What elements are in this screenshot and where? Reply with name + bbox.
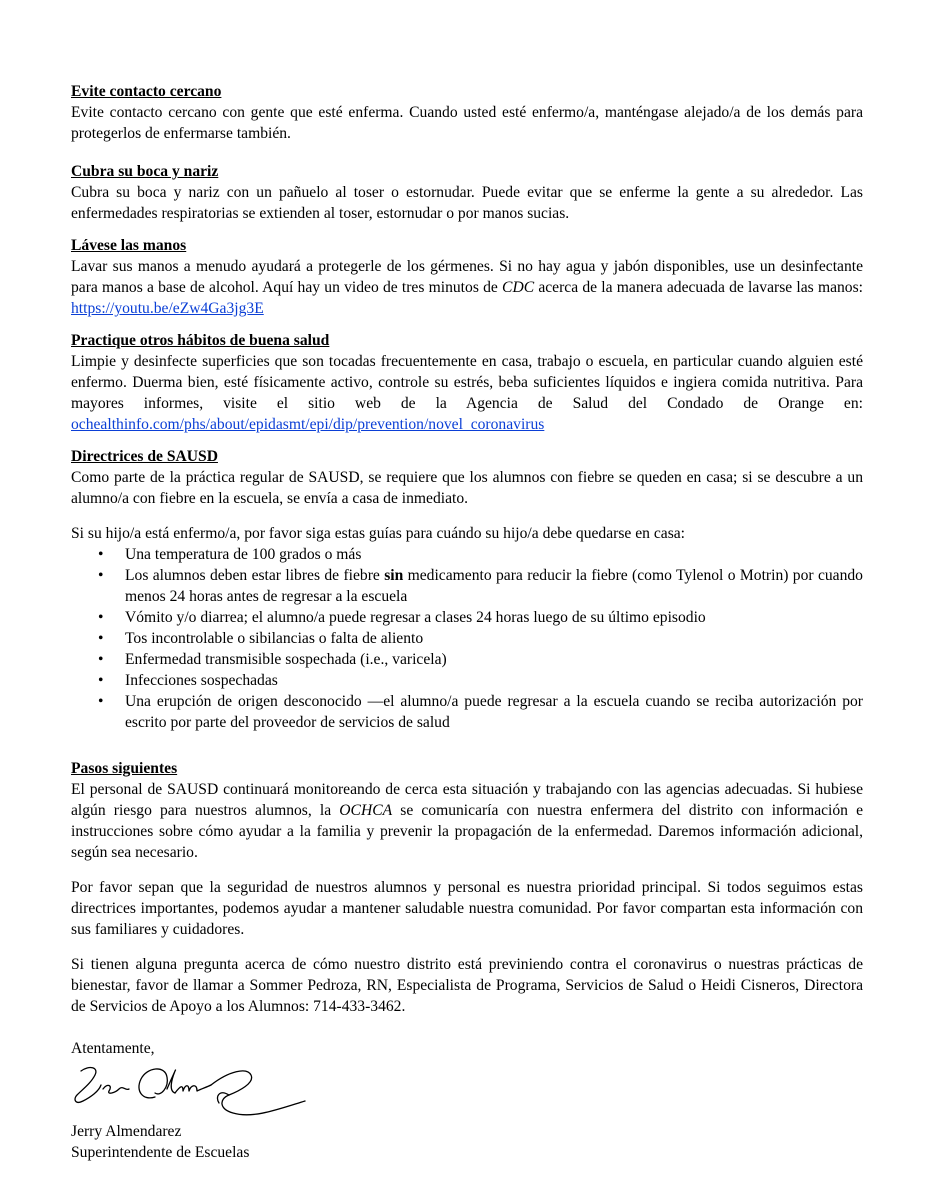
text-run: El personal de SAUSD continuará monitoreando de cerca esta situación y trabajando con las agencias adecuadas. Si hubiese algún riesgo para nuestros alumnos, la [71, 781, 863, 819]
section-cover-mouth [71, 161, 863, 224]
section-paragraph: Cubra su boca y nariz con un pañuelo al toser o estornudar. Puede evitar que se enferme la gente a su alrededor. Las enfermedades respiratorias se extienden al toser, estornudar o por manos sucias. [71, 184, 863, 222]
section-close-contact [71, 81, 863, 144]
bullet-icon: • [98, 546, 104, 563]
bold-text: sin [384, 567, 404, 584]
list-item [71, 691, 863, 733]
section-heading: Pasos siguientes [71, 760, 178, 777]
bullet-icon: • [98, 672, 104, 689]
section-paragraph: Evite contacto cercano con gente que esté enferma. Cuando usted esté enfermo/a, manténgase alejado/a de los demás para protegerlos de enfermarse también. [71, 104, 863, 142]
list-item-text: Una erupción de origen desconocido —el alumno/a puede regresar a la escuela cuando se reciba autorización por escrito por parte del proveedor de servicios de salud [125, 693, 863, 731]
section-heading: Lávese las manos [71, 237, 187, 254]
bullet-icon: • [98, 693, 104, 710]
list-item-text: Infecciones sospechadas [125, 672, 278, 689]
list-item-text: Tos incontrolable o sibilancias o falta de aliento [125, 630, 424, 647]
bullet-icon: • [98, 567, 104, 584]
section-heading: Cubra su boca y nariz [71, 163, 219, 180]
list-item [71, 607, 863, 628]
section-healthy-habits [71, 330, 863, 435]
signature-image [69, 1061, 309, 1119]
text-run: se comunicaría con nuestra enfermera del distrito con información e instrucciones sobre cómo ayudar a la familia y prevenir la propagación de la enfermedad. Daremos información adicional, según sea necesario. [71, 802, 864, 861]
list-item-text: medicamento para reducir la fiebre (como Tylenol o Motrin) por cuando menos 24 horas antes de regresar a la escuela [125, 567, 863, 605]
section-next-steps [71, 758, 863, 1017]
list-item [71, 565, 863, 607]
stay-home-list [71, 544, 863, 733]
ochealthinfo-link[interactable]: ochealthinfo.com/phs/about/epidasmt/epi/dip/prevention/novel_coronavirus [71, 416, 545, 433]
list-item [71, 670, 863, 691]
text-run: Lavar sus manos a menudo ayudará a protegerle de los gérmenes. Si no hay agua y jabón disponibles, use un desinfectante para manos a base de alcohol. Aquí hay un video de tres minutos de [71, 258, 863, 296]
letter-closing [71, 1038, 863, 1163]
section-heading: Directrices de SAUSD [71, 448, 218, 465]
text-run: acerca de la manera adecuada de lavarse las manos: [534, 279, 863, 296]
list-item-text: Los alumnos deben estar libres de fiebre [125, 567, 385, 584]
section-paragraph: Si tienen alguna pregunta acerca de cómo nuestro distrito está previniendo contra el coronavirus o nuestras prácticas de bienestar, favor de llamar a Sommer Pedroza, RN, Especialista de Programa, Servicios de Salud o Heidi Cisneros, Directora de Servicios de Apoyo a los Alumnos: 714-433-3462. [71, 956, 863, 1015]
section-sausd-guidelines [71, 446, 863, 733]
bullet-icon: • [98, 609, 104, 626]
section-heading: Practique otros hábitos de buena salud [71, 332, 330, 349]
handwashing-video-link[interactable]: https://youtu.be/eZw4Ga3jg3E [71, 300, 264, 317]
signer-name: Jerry Almendarez [71, 1123, 182, 1140]
section-paragraph [71, 779, 863, 863]
bullet-icon: • [98, 651, 104, 668]
text-run: Limpie y desinfecte superficies que son tocadas frecuentemente en casa, trabajo o escuela, en particular cuando alguien esté enfermo. Duerma bien, esté físicamente activo, controle su estrés, beba suficientes líquidos e ingiera comida nutritiva. Para mayores informes, visite el sitio web de la Agencia de Salud del Condado de Orange en: [71, 353, 863, 412]
section-paragraph [71, 351, 863, 435]
ochca-emphasis: OCHCA [339, 802, 393, 819]
list-item-text: Enfermedad transmisible sospechada (i.e., varicela) [125, 651, 447, 668]
list-item [71, 544, 863, 565]
section-paragraph: Como parte de la práctica regular de SAUSD, se requiere que los alumnos con fiebre se queden en casa; si se descubre a un alumno/a con fiebre en la escuela, se envía a casa de inmediato. [71, 469, 863, 507]
salutation: Atentamente, [71, 1040, 155, 1057]
letter-body [71, 81, 863, 1163]
list-item [71, 649, 863, 670]
list-item-text: Vómito y/o diarrea; el alumno/a puede regresar a clases 24 horas luego de su último episodio [125, 609, 706, 626]
bullet-icon: • [98, 630, 104, 647]
signer-title: Superintendente de Escuelas [71, 1144, 250, 1161]
cdc-emphasis: CDC [502, 279, 535, 296]
section-heading: Evite contacto cercano [71, 83, 222, 100]
section-paragraph: Por favor sepan que la seguridad de nuestros alumnos y personal es nuestra prioridad principal. Si todos seguimos estas directrices importantes, podemos ayudar a mantener saludable nuestra comunidad. Por favor compartan esta información con sus familiares y cuidadores. [71, 879, 863, 938]
guidelines-intro: Si su hijo/a está enfermo/a, por favor siga estas guías para cuándo su hijo/a debe quedarse en casa: [71, 525, 686, 542]
list-item [71, 628, 863, 649]
section-paragraph [71, 256, 863, 319]
list-item-text: Una temperatura de 100 grados o más [125, 546, 362, 563]
section-wash-hands [71, 235, 863, 319]
